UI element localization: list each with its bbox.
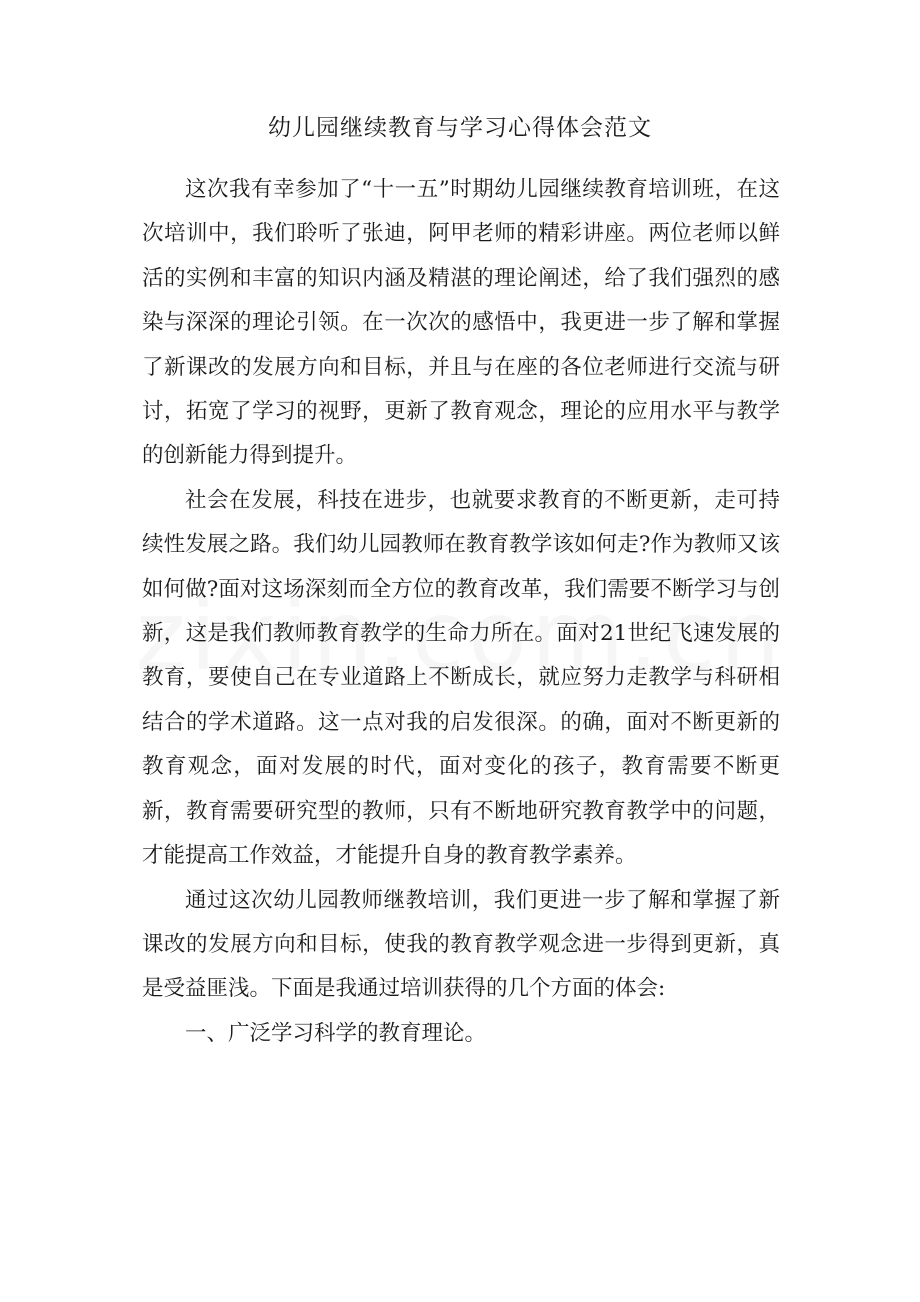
paragraph-3: 通过这次幼儿园教师继教培训，我们更进一步了解和掌握了新课改的发展方向和目标，使我的教育教学观念进一步得到更新，真是受益匪浅。下面是我通过培训获得的几个方面的体会: (142, 887, 780, 1002)
paragraph-4: 一、广泛学习科学的教育理论。 (185, 1020, 487, 1046)
paragraph-2: 社会在发展，科技在进步，也就要求教育的不断更新，走可持续性发展之路。我们幼儿园教师在教育教学该如何走?作为教师又该如何做?面对这场深刻而全方位的教育改革，我们需要不断学习与创新，这是我们教师教育教学的生命力所在。面对21世纪飞速发展的教育，要使自己在专业道路上不断成长，就应努力走教学与科研相结合的学术道路。这一点对我的启发很深。的确，面对不断更新的教育观念，面对发展的时代，面对变化的孩子，教育需要不断更新，教育需要研究型的教师，只有不断地研究教育教学中的问题，才能提高工作效益，才能提升自身的教育教学素养。 (142, 487, 780, 869)
document-title: 幼儿园继续教育与学习心得体会范文 (268, 115, 652, 141)
document-body (142, 168, 780, 1056)
paragraph-1: 这次我有幸参加了“十一五”时期幼儿园继续教育培训班，在这次培训中，我们聆听了张迪，阿甲老师的精彩讲座。两位老师以鲜活的实例和丰富的知识内涵及精湛的理论阐述，给了我们强烈的感染与深深的理论引领。在一次次的感悟中，我更进一步了解和掌握了新课改的发展方向和目标，并且与在座的各位老师进行交流与研讨，拓宽了学习的视野，更新了教育观念，理论的应用水平与教学的创新能力得到提升。 (142, 177, 780, 469)
